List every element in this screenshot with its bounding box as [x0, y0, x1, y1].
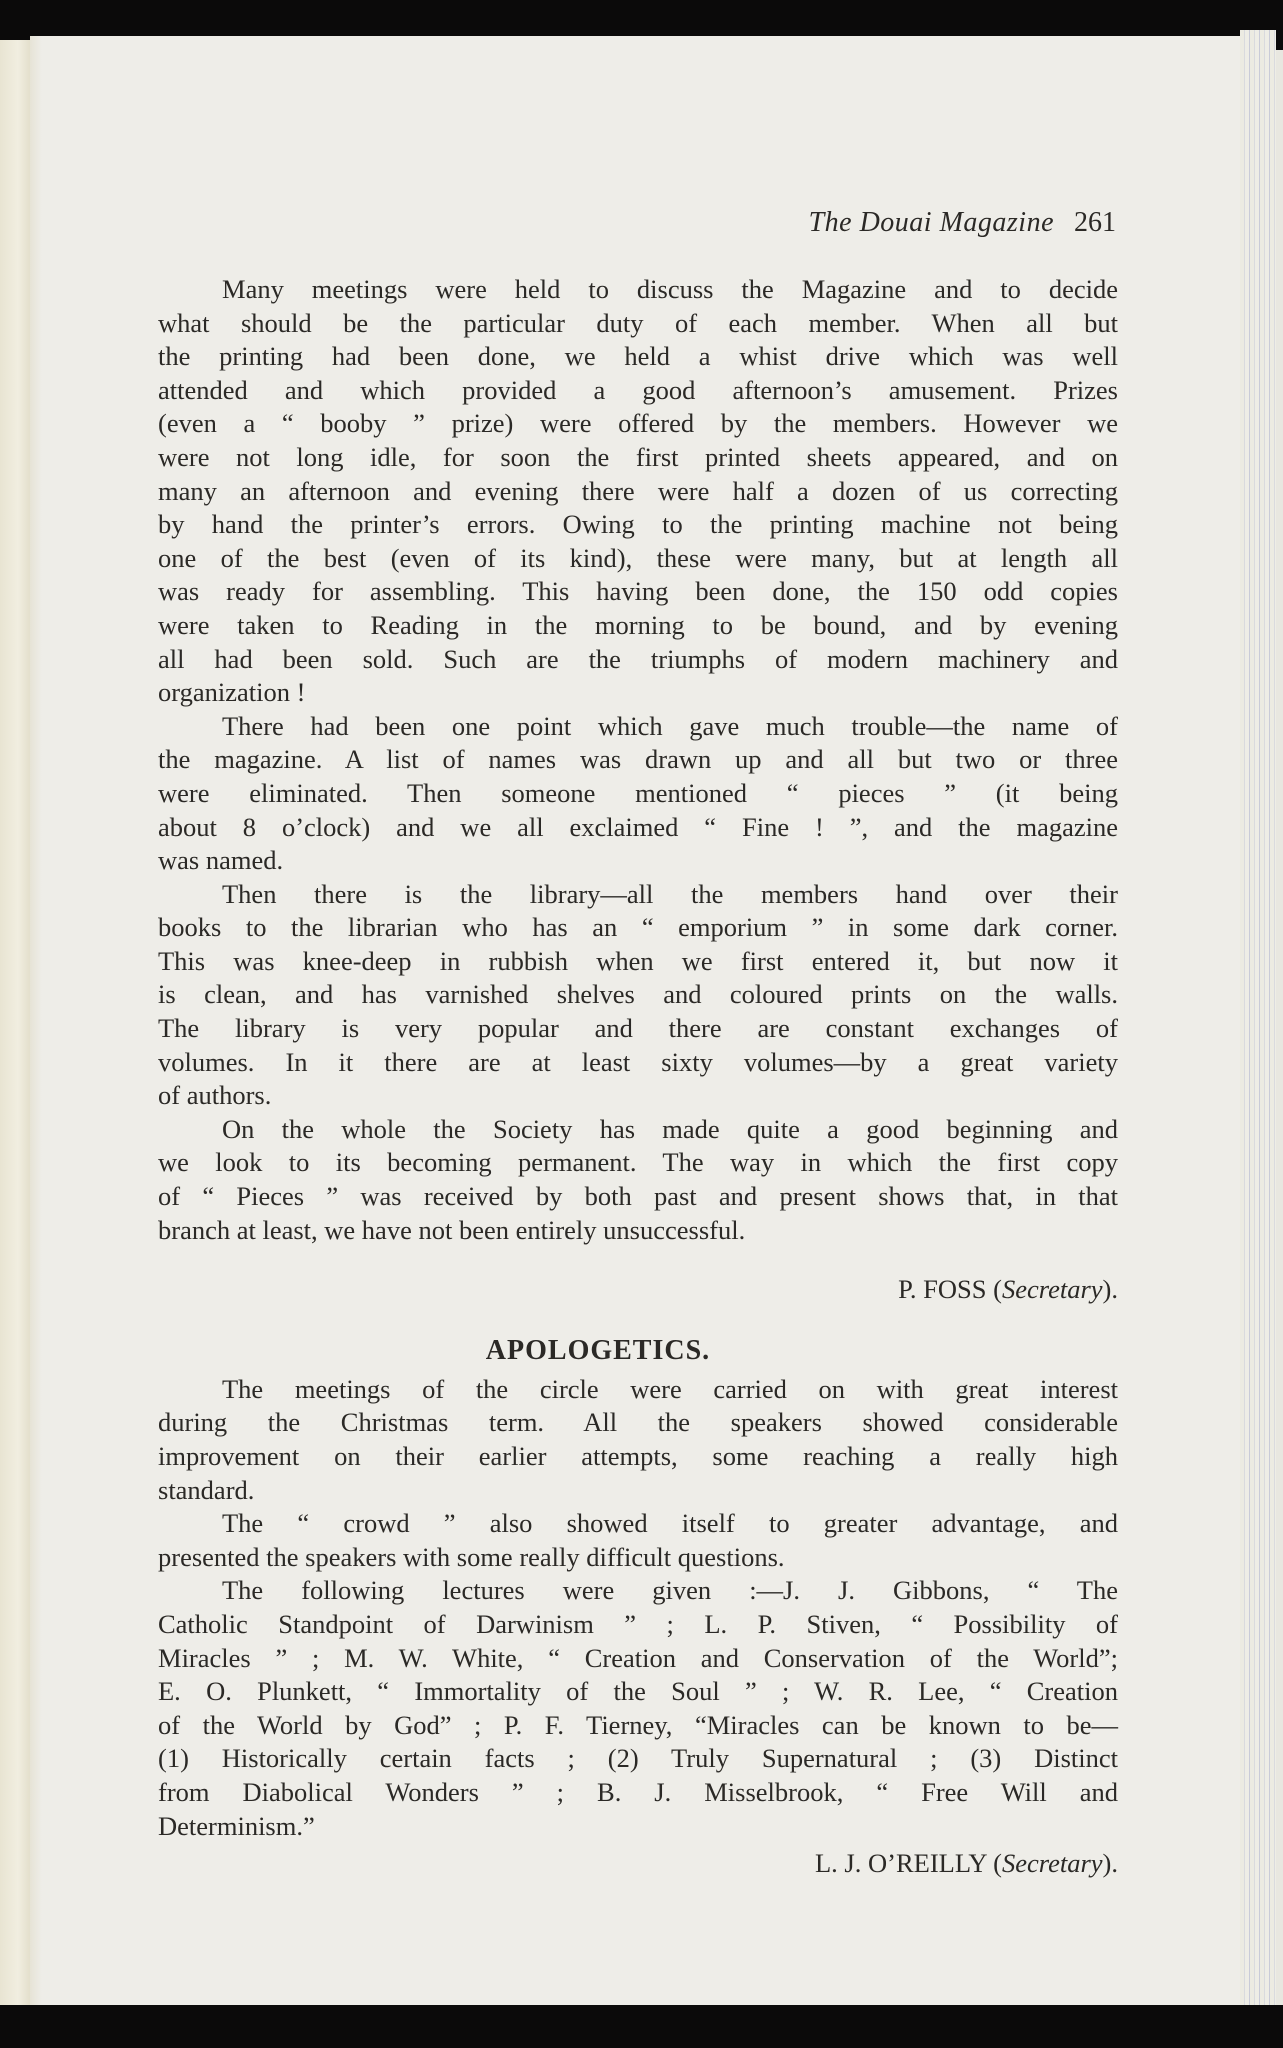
paragraph: [158, 1574, 1118, 1843]
paragraph: [158, 710, 1118, 878]
text-line: presented the speakers with some really difficult questions.: [158, 1541, 785, 1572]
text-line: of authors.: [158, 1080, 272, 1111]
text-line: attended and which provided a good afternoon’s amusement. Prizes: [158, 374, 1118, 405]
text-line: Determinism.”: [158, 1810, 315, 1841]
text-line: of “ Pieces ” was received by both past and present shows that, in that: [158, 1181, 1118, 1212]
text-line: Catholic Standpoint of Darwinism ” ; L. P. Stiven, “ Possibility of: [158, 1608, 1118, 1639]
text-line: Many meetings were held to discuss the Magazine and to decide: [222, 274, 1118, 304]
text-line: of the World by God” ; P. F. Tierney, “Miracles can be known to be—: [158, 1709, 1118, 1740]
paragraph: [158, 1113, 1118, 1247]
text-line: The library is very popular and there are constant exchanges of: [158, 1013, 1118, 1044]
text-line: were not long idle, for soon the first printed sheets appeared, and on: [158, 441, 1118, 472]
signature-foss: [158, 1273, 1118, 1307]
text-line: branch at least, we have not been entirely unsuccessful.: [158, 1214, 746, 1245]
text-line: The “ crowd ” also showed itself to greater advantage, and: [222, 1508, 1118, 1539]
text-line: On the whole the Society has made quite a good beginning and: [222, 1113, 1118, 1144]
text-line: by hand the printer’s errors. Owing to the printing machine not being: [158, 509, 1118, 540]
paragraph: [158, 273, 1118, 710]
text-line: was named.: [158, 845, 284, 876]
signature-name: L. J. O’REILLY (: [815, 1848, 1002, 1879]
text-line: organization !: [158, 677, 306, 708]
left-page-edge: [0, 40, 31, 2005]
text-line: the printing had been done, we held a whist drive which was well: [158, 341, 1118, 372]
spacer: [158, 1247, 1118, 1273]
text-line: from Diabolical Wonders ” ; B. J. Misselbrook, “ Free Will and: [158, 1776, 1118, 1807]
text-line: one of the best (even of its kind), these were many, but at length all: [158, 542, 1118, 573]
paragraph: [158, 1373, 1118, 1507]
text-line: standard.: [158, 1474, 255, 1505]
text-line: during the Christmas term. All the speakers showed considerable: [158, 1407, 1118, 1438]
text-line: E. O. Plunkett, “ Immortality of the Soul ” ; W. R. Lee, “ Creation: [158, 1676, 1118, 1707]
signature-role: Secretary: [1001, 1848, 1103, 1879]
text-line: books to the librarian who has an “ emporium ” in some dark corner.: [158, 912, 1118, 943]
text-line: was ready for assembling. This having been done, the 150 odd copies: [158, 576, 1118, 607]
paragraph: [158, 1507, 1118, 1574]
magazine-title: The Douai Magazine: [808, 207, 1054, 238]
page-number: 261: [1074, 207, 1116, 238]
text-line: we look to its becoming permanent. The way in which the first copy: [158, 1147, 1118, 1178]
running-head: [809, 203, 1116, 243]
signature-end: ).: [1102, 1274, 1118, 1305]
text-line: Miracles ” ; M. W. White, “ Creation and Conservation of the World”;: [158, 1642, 1118, 1673]
text-line: the magazine. A list of names was drawn up and all but two or three: [158, 744, 1118, 775]
paragraph: [158, 878, 1118, 1113]
text-line: (even a “ booby ” prize) were offered by the members. However we: [158, 408, 1118, 439]
text-line: (1) Historically certain facts ; (2) Truly Supernatural ; (3) Distinct: [158, 1743, 1118, 1774]
text-line: The meetings of the circle were carried on with great interest: [222, 1373, 1118, 1404]
text-line: The following lectures were given :—J. J. Gibbons, “ The: [222, 1575, 1118, 1606]
signature-end: ).: [1102, 1848, 1118, 1879]
signature-role: Secretary: [1001, 1274, 1103, 1305]
text-line: improvement on their earlier attempts, some reaching a really high: [158, 1441, 1118, 1471]
text-line: is clean, and has varnished shelves and coloured prints on the walls.: [158, 979, 1118, 1010]
text-column: [158, 273, 1118, 1881]
text-line: what should be the particular duty of each member. When all but: [158, 307, 1118, 338]
signature-name: P. FOSS (: [898, 1274, 1002, 1305]
spacer: [158, 1307, 1118, 1329]
text-line: were eliminated. Then someone mentioned “ pieces ” (it being: [158, 777, 1118, 808]
section-heading: APOLOGETICS.: [485, 1334, 711, 1366]
page-stack-edges: [1240, 30, 1276, 2005]
text-line: This was knee-deep in rubbish when we first entered it, but now it: [158, 945, 1118, 976]
text-line: about 8 o’clock) and we all exclaimed “ Fine ! ”, and the magazine: [158, 811, 1118, 842]
page-stack-edge-outer: [1276, 50, 1283, 2005]
text-line: Then there is the library—all the members hand over their: [222, 878, 1118, 909]
signature-oreilly: [158, 1847, 1118, 1881]
text-line: There had been one point which gave much trouble—the name of: [222, 710, 1118, 741]
text-line: volumes. In it there are at least sixty volumes—by a great variety: [158, 1046, 1118, 1077]
text-line: were taken to Reading in the morning to be bound, and by evening: [158, 609, 1118, 640]
text-line: many an afternoon and evening there were half a dozen of us correcting: [158, 475, 1118, 506]
text-line: all had been sold. Such are the triumphs of modern machinery and: [158, 643, 1118, 674]
